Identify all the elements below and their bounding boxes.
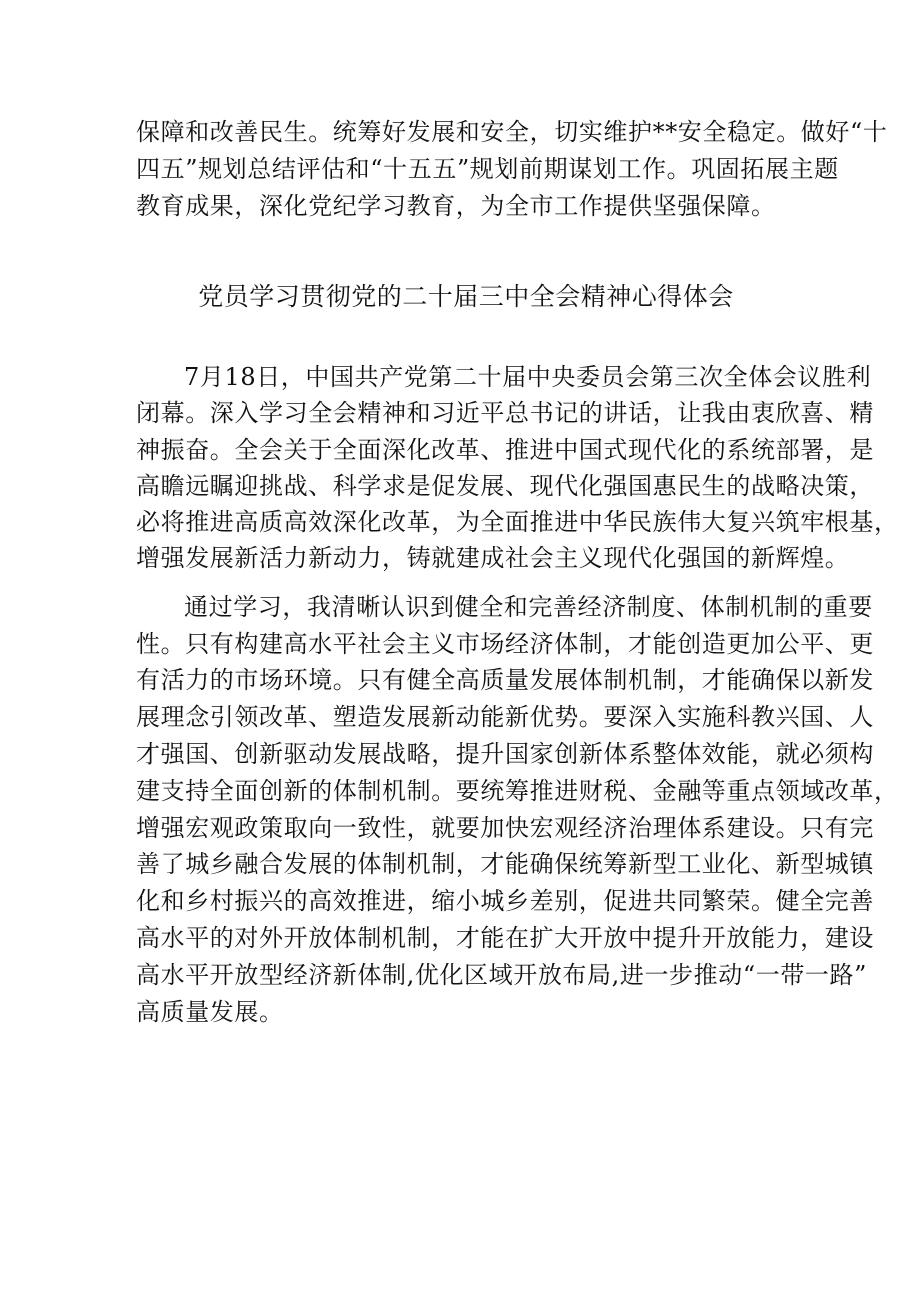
text-line: 有活力的市场环境。只有健全高质量发展体制机制，才能确保以新发 <box>136 666 874 695</box>
paragraph <box>136 359 899 577</box>
text-line: 性。只有构建高水平社会主义市场经济体制，才能创造更加公平、更 <box>136 629 874 658</box>
text-line: 善了城乡融合发展的体制机制，才能确保统筹新型工业化、新型城镇 <box>136 850 874 879</box>
article-title: 党员学习贯彻党的二十届三中全会精神心得体会 <box>198 282 734 311</box>
text-line: 通过学习，我清晰认识到健全和完善经济制度、体制机制的重要 <box>184 592 873 621</box>
continued-paragraph <box>136 114 888 225</box>
text-line: 化和乡村振兴的高效推进，缩小城乡差别，促进共同繁荣。健全完善 <box>136 887 874 916</box>
text-line: 才强国、创新驱动发展战略，提升国家创新体系整体效能，就必须构 <box>136 739 874 768</box>
text-line: 闭幕。深入学习全会精神和习近平总书记的讲话，让我由衷欣喜、精 <box>136 399 874 428</box>
text-line: 高水平开放型经济新体制,优化区域开放布局,进一步推动“一带一路” <box>136 960 867 989</box>
text-line: 高瞻远瞩迎挑战、科学求是促发展、现代化强国惠民生的战略决策， <box>136 471 874 500</box>
text-line: 高水平的对外开放体制机制，才能在扩大开放中提升开放能力，建设 <box>136 923 874 952</box>
text-line: 神振奋。全会关于全面深化改革、推进中国式现代化的系统部署，是 <box>136 435 874 464</box>
text-line: 教育成果，深化党纪学习教育，为全市工作提供坚强保障。 <box>136 192 776 220</box>
text-line: 展理念引领改革、塑造发展新动能新优势。要深入实施科教兴国、人 <box>136 703 874 732</box>
text-line: 四五”规划总结评估和“十五五”规划前期谋划工作。巩固拓展主题 <box>136 155 839 183</box>
text-line: 高质量发展。 <box>136 997 284 1026</box>
text-line: 增强发展新活力新动力，铸就建成社会主义现代化强国的新辉煌。 <box>136 544 850 573</box>
text-line: 保障和改善民生。统筹好发展和安全，切实维护**安全稳定。做好“十 <box>136 118 888 146</box>
text-line: 7月18日，中国共产党第二十届中央委员会第三次全体会议胜利 <box>184 363 872 391</box>
document-body <box>136 114 899 1030</box>
text-line: 必将推进高质高效深化改革，为全面推进中华民族伟大复兴筑牢根基， <box>136 508 899 537</box>
text-line: 增强宏观政策取向一致性，就要加快宏观经济治理体系建设。只有完 <box>136 813 874 842</box>
paragraph <box>136 589 899 1031</box>
text-line: 建支持全面创新的体制机制。要统筹推进财税、金融等重点领域改革， <box>136 776 899 805</box>
